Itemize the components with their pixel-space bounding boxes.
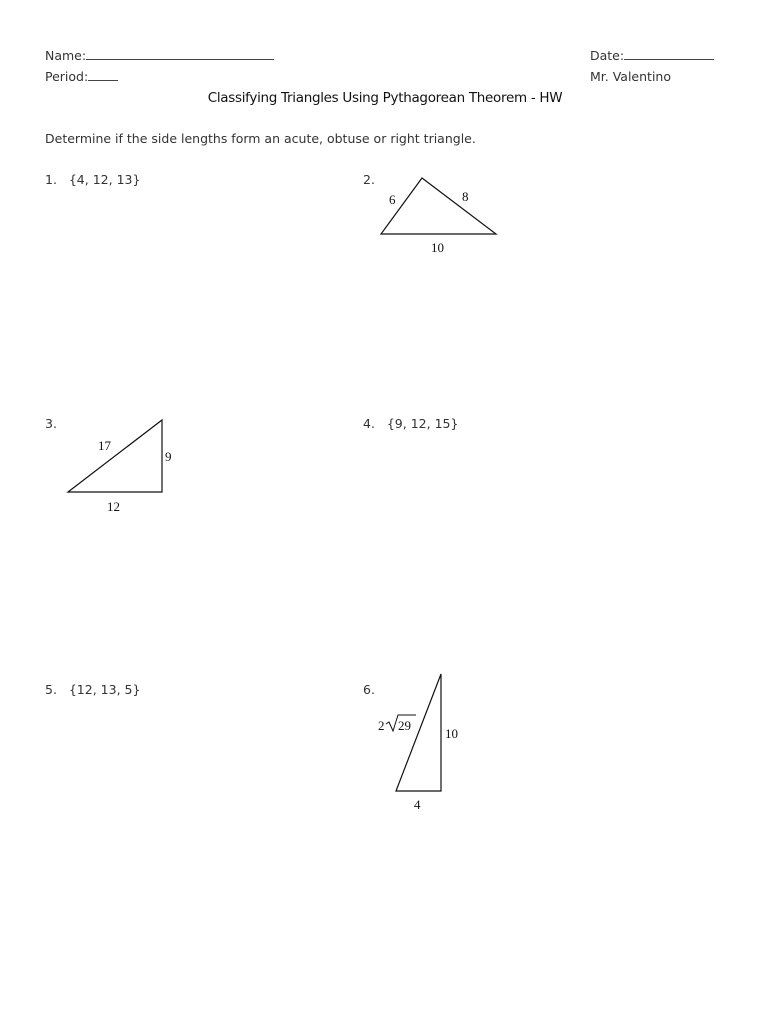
side-label-bottom: 12 [107,499,120,514]
triangle-shape [68,420,162,492]
problem-number: 4. [363,416,375,431]
problem-6-number: 6. [363,682,375,697]
side-label-left: 6 [389,192,396,207]
triangle-diagram-3 [60,412,190,522]
period-field [45,69,118,84]
date-label: Date: [590,48,625,63]
date-field [590,48,714,63]
side-label-bottom: 4 [414,797,421,812]
triangle-shape [381,178,496,234]
problem-3-number: 3. [45,416,57,431]
problem-4 [363,416,458,431]
side-label-right: 10 [445,726,458,741]
side-label-right: 8 [462,189,469,204]
period-label: Period: [45,69,89,84]
name-blank-line[interactable] [86,48,274,60]
period-blank-line[interactable] [88,69,118,81]
name-label: Name: [45,48,87,63]
side-length-set: {4, 12, 13} [68,172,141,187]
page-title: Classifying Triangles Using Pythagorean Theorem - HW [207,90,563,106]
problem-1 [45,172,140,187]
side-label-hypotenuse: 17 [98,438,111,453]
problem-2-number: 2. [363,172,375,187]
side-label-hypotenuse-radicand: 29 [398,718,411,733]
name-field [45,48,274,63]
teacher-name: Mr. Valentino [590,69,671,84]
triangle-diagram-6 [370,668,470,818]
date-blank-line[interactable] [624,48,714,60]
problem-number: 5. [45,682,57,697]
problem-5 [45,682,140,697]
problem-number: 1. [45,172,57,187]
instructions: Determine if the side lengths form an acute, obtuse or right triangle. [45,131,476,146]
side-length-set: {12, 13, 5} [68,682,141,697]
side-label-right: 9 [165,449,172,464]
triangle-diagram-2 [370,170,510,260]
side-label-hypotenuse-coef: 2 [378,718,385,733]
side-length-set: {9, 12, 15} [386,416,459,431]
side-label-bottom: 10 [431,240,444,255]
